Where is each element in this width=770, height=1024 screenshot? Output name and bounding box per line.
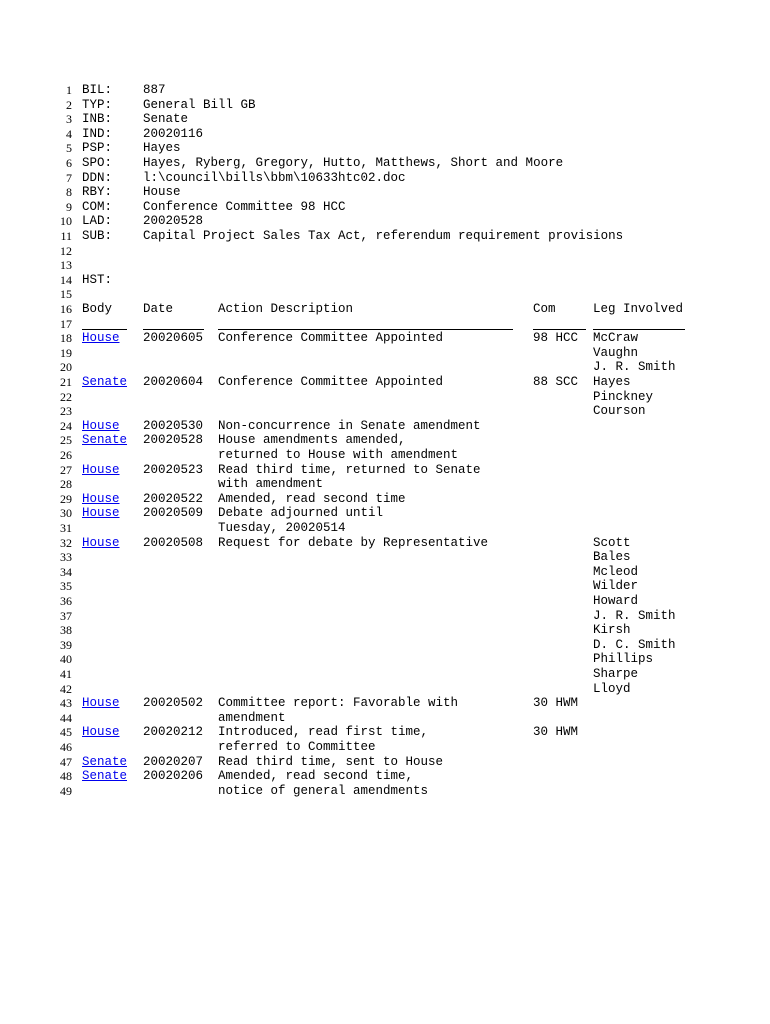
- line-number: 24: [60, 418, 72, 433]
- line-number: 25: [60, 433, 72, 448]
- action-date: 20020528: [143, 433, 204, 448]
- legislator-name: Howard: [593, 594, 639, 608]
- line-number: 9: [66, 199, 72, 214]
- action-date: 20020508: [143, 535, 204, 550]
- action-date: 20020509: [143, 506, 204, 521]
- chamber-link[interactable]: House: [82, 506, 120, 521]
- action-description: House amendments amended,: [218, 433, 406, 448]
- action-description: returned to House with amendment: [218, 448, 459, 462]
- line-number: 26: [60, 448, 72, 462]
- legislator-name: Bales: [593, 550, 631, 565]
- action-description: Read third time, returned to Senate: [218, 462, 481, 477]
- field-value: l:\council\bills\bbm\10633htc02.doc: [143, 170, 406, 185]
- col-header-com: Com: [533, 302, 556, 316]
- line-number: 16: [60, 302, 72, 316]
- legislator-name: Courson: [593, 404, 646, 419]
- line-number: 22: [60, 389, 72, 404]
- action-description: notice of general amendments: [218, 783, 429, 798]
- column-underline: [82, 329, 127, 330]
- field-key: COM:: [82, 199, 113, 214]
- field-key: INB:: [82, 112, 113, 127]
- field-key: BIL:: [82, 83, 113, 97]
- col-header-leg: Leg Involved: [593, 302, 684, 316]
- action-date: 20020522: [143, 491, 204, 506]
- action-date: 20020212: [143, 725, 204, 740]
- action-description: Introduced, read first time,: [218, 725, 429, 740]
- line-number: 11: [60, 229, 72, 243]
- line-number: 12: [60, 243, 72, 258]
- line-number: 30: [60, 506, 72, 521]
- line-number: 39: [60, 637, 72, 652]
- line-number: 1: [66, 83, 72, 97]
- legislator-name: McCraw: [593, 331, 639, 346]
- legislator-name: Lloyd: [593, 681, 631, 696]
- legislator-name: Wilder: [593, 579, 639, 594]
- legislator-name: J. R. Smith: [593, 608, 676, 623]
- field-key: TYP:: [82, 97, 113, 112]
- line-number: 31: [60, 521, 72, 535]
- col-header-body: Body: [82, 302, 113, 316]
- field-key: PSP:: [82, 141, 113, 156]
- action-description: Conference Committee Appointed: [218, 375, 444, 389]
- line-number: 44: [60, 710, 72, 725]
- col-header-action: Action Description: [218, 302, 354, 316]
- legislator-name: Hayes: [593, 375, 631, 389]
- action-description: Request for debate by Representative: [218, 535, 489, 550]
- chamber-link[interactable]: Senate: [82, 375, 128, 389]
- line-number: 36: [60, 594, 72, 608]
- field-value: Hayes: [143, 141, 181, 156]
- line-number: 48: [60, 769, 72, 784]
- line-number: 40: [60, 652, 72, 667]
- line-number: 32: [60, 535, 72, 550]
- action-date: 20020206: [143, 769, 204, 784]
- line-number: 28: [60, 477, 72, 492]
- line-number: 41: [60, 667, 72, 681]
- committee-code: 30 HWM: [533, 696, 579, 711]
- action-description: Committee report: Favorable with: [218, 696, 459, 711]
- legislator-name: Sharpe: [593, 667, 639, 681]
- column-underline: [143, 329, 204, 330]
- line-number: 5: [66, 141, 72, 156]
- field-key: SPO:: [82, 156, 113, 170]
- legislator-name: Kirsh: [593, 623, 631, 638]
- history-label: HST:: [82, 272, 113, 287]
- field-value: General Bill GB: [143, 97, 256, 112]
- field-key: IND:: [82, 126, 113, 141]
- chamber-link[interactable]: House: [82, 418, 120, 433]
- legislator-name: Scott: [593, 535, 631, 550]
- action-date: 20020530: [143, 418, 204, 433]
- field-value: Conference Committee 98 HCC: [143, 199, 346, 214]
- line-number: 46: [60, 740, 72, 754]
- line-number: 8: [66, 185, 72, 200]
- legislator-name: Mcleod: [593, 564, 639, 579]
- legislator-name: Phillips: [593, 652, 654, 667]
- field-key: SUB:: [82, 229, 113, 243]
- col-header-date: Date: [143, 302, 174, 316]
- field-value: Hayes, Ryberg, Gregory, Hutto, Matthews, Short and Moore: [143, 156, 564, 170]
- line-number: 7: [66, 170, 72, 185]
- line-number: 4: [66, 126, 72, 141]
- line-number: 19: [60, 345, 72, 360]
- action-date: 20020207: [143, 754, 204, 769]
- line-number: 3: [66, 112, 72, 127]
- field-value: 887: [143, 83, 166, 97]
- action-description: Amended, read second time: [218, 491, 406, 506]
- action-date: 20020605: [143, 331, 204, 346]
- committee-code: 30 HWM: [533, 725, 579, 740]
- line-number: 2: [66, 97, 72, 112]
- action-description: Tuesday, 20020514: [218, 521, 346, 535]
- action-description: Debate adjourned until: [218, 506, 384, 521]
- line-number: 20: [60, 360, 72, 375]
- line-number: 18: [60, 331, 72, 346]
- line-number: 43: [60, 696, 72, 711]
- chamber-link[interactable]: House: [82, 535, 120, 550]
- line-number: 27: [60, 462, 72, 477]
- chamber-link[interactable]: Senate: [82, 754, 128, 769]
- legislator-name: D. C. Smith: [593, 637, 676, 652]
- line-number: 10: [60, 214, 72, 229]
- chamber-link[interactable]: Senate: [82, 769, 128, 784]
- column-underline: [593, 329, 685, 330]
- line-number: 21: [60, 375, 72, 389]
- action-date: 20020502: [143, 696, 204, 711]
- line-number: 34: [60, 564, 72, 579]
- line-number: 23: [60, 404, 72, 419]
- field-value: 20020528: [143, 214, 204, 229]
- chamber-link[interactable]: House: [82, 725, 120, 740]
- field-key: DDN:: [82, 170, 113, 185]
- line-number: 38: [60, 623, 72, 638]
- committee-code: 88 SCC: [533, 375, 579, 389]
- field-value: Capital Project Sales Tax Act, referendum requirement provisions: [143, 229, 624, 243]
- legislator-name: Vaughn: [593, 345, 639, 360]
- line-number: 33: [60, 550, 72, 565]
- column-underline: [218, 329, 513, 330]
- line-number: 47: [60, 754, 72, 769]
- line-number: 49: [60, 783, 72, 798]
- chamber-link[interactable]: Senate: [82, 433, 128, 448]
- line-number: 6: [66, 156, 72, 170]
- legislator-name: J. R. Smith: [593, 360, 676, 375]
- action-date: 20020604: [143, 375, 204, 389]
- line-number: 15: [60, 287, 72, 302]
- field-value: Senate: [143, 112, 189, 127]
- column-underline: [533, 329, 586, 330]
- chamber-link[interactable]: House: [82, 696, 120, 711]
- line-number: 13: [60, 258, 72, 273]
- field-value: House: [143, 185, 181, 200]
- action-description: Amended, read second time,: [218, 769, 414, 784]
- action-description: Conference Committee Appointed: [218, 331, 444, 346]
- line-number: 35: [60, 579, 72, 594]
- line-number: 17: [60, 316, 72, 331]
- action-description: with amendment: [218, 477, 324, 492]
- committee-code: 98 HCC: [533, 331, 579, 346]
- chamber-link[interactable]: House: [82, 491, 120, 506]
- field-key: LAD:: [82, 214, 113, 229]
- action-description: referred to Committee: [218, 740, 376, 754]
- chamber-link[interactable]: House: [82, 462, 120, 477]
- line-number: 37: [60, 608, 72, 623]
- line-number: 14: [60, 272, 72, 287]
- action-description: amendment: [218, 710, 286, 725]
- chamber-link[interactable]: House: [82, 331, 120, 346]
- line-number: 42: [60, 681, 72, 696]
- line-number: 45: [60, 725, 72, 740]
- action-date: 20020523: [143, 462, 204, 477]
- action-description: Read third time, sent to House: [218, 754, 444, 769]
- line-number: 29: [60, 491, 72, 506]
- field-key: RBY:: [82, 185, 113, 200]
- field-value: 20020116: [143, 126, 204, 141]
- action-description: Non-concurrence in Senate amendment: [218, 418, 481, 433]
- legislator-name: Pinckney: [593, 389, 654, 404]
